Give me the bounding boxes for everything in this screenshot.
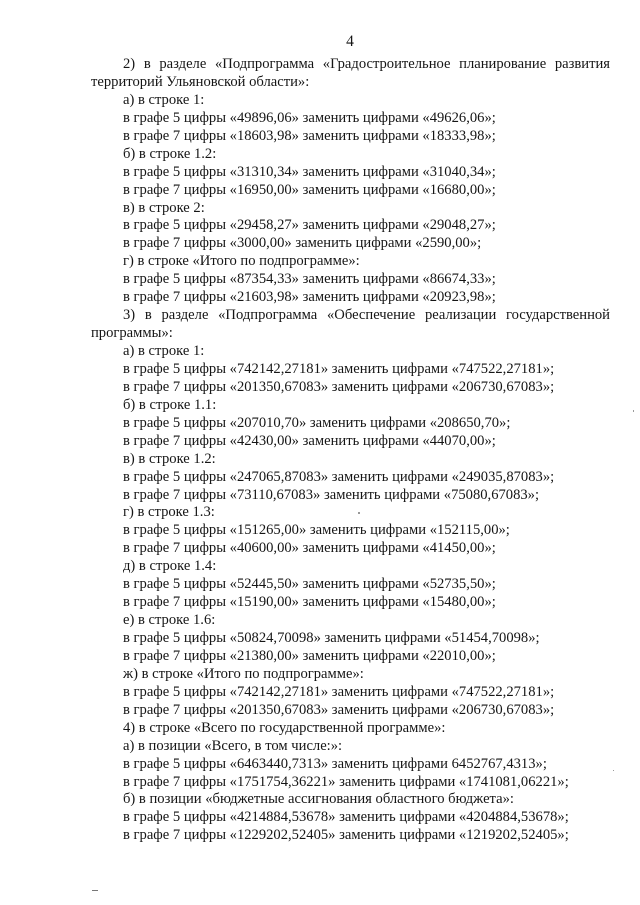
paragraph-line: в графе 7 цифры «21380,00» заменить цифрами «22010,00»; [123, 647, 496, 664]
paragraph-line: в графе 7 цифры «15190,00» заменить цифрами «15480,00»; [123, 594, 496, 611]
paragraph-line: б) в позиции «бюджетные ассигнования областного бюджета»: [123, 791, 514, 808]
paragraph-line: в графе 5 цифры «151265,00» заменить цифрами «152115,00»; [123, 522, 510, 539]
paragraph-line: в графе 5 цифры «29458,27» заменить цифрами «29048,27»; [123, 217, 496, 234]
paragraph-section-4-heading: 4) в строке «Всего по государственной программе»: [123, 719, 446, 736]
paragraph-line: а) в позиции «Всего, в том числе:»: [123, 737, 343, 754]
paragraph-line: в графе 7 цифры «3000,00» заменить цифрами «2590,00»; [123, 235, 482, 252]
paragraph-line: в графе 7 цифры «42430,00» заменить цифрами «44070,00»; [123, 432, 496, 449]
scan-speck [358, 512, 360, 514]
paragraph-line: г) в строке «Итого по подпрограмме»: [123, 253, 360, 270]
paragraph-line: д) в строке 1.4: [123, 558, 217, 575]
paragraph-line: ж) в строке «Итого по подпрограмме»: [123, 665, 364, 682]
paragraph-line: г) в строке 1.3: [123, 504, 215, 521]
paragraph-line: в графе 5 цифры «742142,27181» заменить цифрами «747522,27181»; [123, 683, 555, 700]
paragraph-line: в графе 7 цифры «1751754,36221» заменить цифрами «1741081,06221»; [123, 773, 569, 790]
paragraph-line: б) в строке 1.1: [123, 396, 217, 413]
paragraph-line: в графе 7 цифры «40600,00» заменить цифрами «41450,00»; [123, 540, 496, 557]
paragraph-line: в графе 5 цифры «50824,70098» заменить цифрами «51454,70098»; [123, 630, 540, 647]
paragraph-line: в графе 7 цифры «1229202,52405» заменить цифрами «1219202,52405»; [123, 827, 569, 844]
paragraph-line: в графе 5 цифры «742142,27181» заменить цифрами «747522,27181»; [123, 360, 555, 377]
scan-speck [633, 410, 634, 412]
paragraph-line: в графе 5 цифры «247065,87083» заменить цифрами «249035,87083»; [123, 468, 555, 485]
paragraph-line: в графе 7 цифры «18603,98» заменить цифрами «18333,98»; [123, 127, 496, 144]
paragraph-line: б) в строке 1.2: [123, 145, 217, 162]
paragraph-line: в графе 7 цифры «201350,67083» заменить цифрами «206730,67083»; [123, 378, 555, 395]
paragraph-line: в) в строке 1.2: [123, 450, 216, 467]
paragraph-line: в графе 5 цифры «52445,50» заменить цифрами «52735,50»; [123, 576, 496, 593]
paragraph-line: территорий Ульяновской области»: [91, 73, 310, 90]
paragraph-line: в графе 5 цифры «31310,34» заменить цифрами «31040,34»; [123, 163, 496, 180]
paragraph-line: в графе 5 цифры «49896,06» заменить цифрами «49626,06»; [123, 109, 496, 126]
paragraph-line: в графе 7 цифры «201350,67083» заменить цифрами «206730,67083»; [123, 701, 555, 718]
paragraph-line: программы»: [91, 325, 173, 342]
scan-speck [92, 890, 98, 891]
paragraph-line: а) в строке 1: [123, 91, 205, 108]
paragraph-line: в графе 7 цифры «73110,67083» заменить цифрами «75080,67083»; [123, 486, 540, 503]
paragraph-line: в графе 5 цифры «4214884,53678» заменить цифрами «4204884,53678»; [123, 809, 569, 826]
paragraph-line: е) в строке 1.6: [123, 612, 216, 629]
paragraph-line: в графе 5 цифры «87354,33» заменить цифрами «86674,33»; [123, 271, 496, 288]
amendment-text [91, 56, 610, 845]
paragraph-section-3-heading: 3) в разделе «Подпрограмма «Обеспечение реализации государственной [123, 307, 610, 324]
scan-speck [613, 770, 614, 771]
paragraph-line: в) в строке 2: [123, 199, 205, 216]
paragraph-line: в графе 7 цифры «21603,98» заменить цифрами «20923,98»; [123, 289, 496, 306]
paragraph-line: в графе 5 цифры «6463440,7313» заменить цифрами 6452767,4313»; [123, 755, 547, 772]
paragraph-line: в графе 5 цифры «207010,70» заменить цифрами «208650,70»; [123, 414, 511, 431]
page-number: 4 [346, 33, 354, 50]
paragraph-section-2-heading: 2) в разделе «Подпрограмма «Градостроительное планирование развития [123, 56, 610, 72]
paragraph-line: а) в строке 1: [123, 343, 205, 360]
paragraph-line: в графе 7 цифры «16950,00» заменить цифрами «16680,00»; [123, 181, 496, 198]
